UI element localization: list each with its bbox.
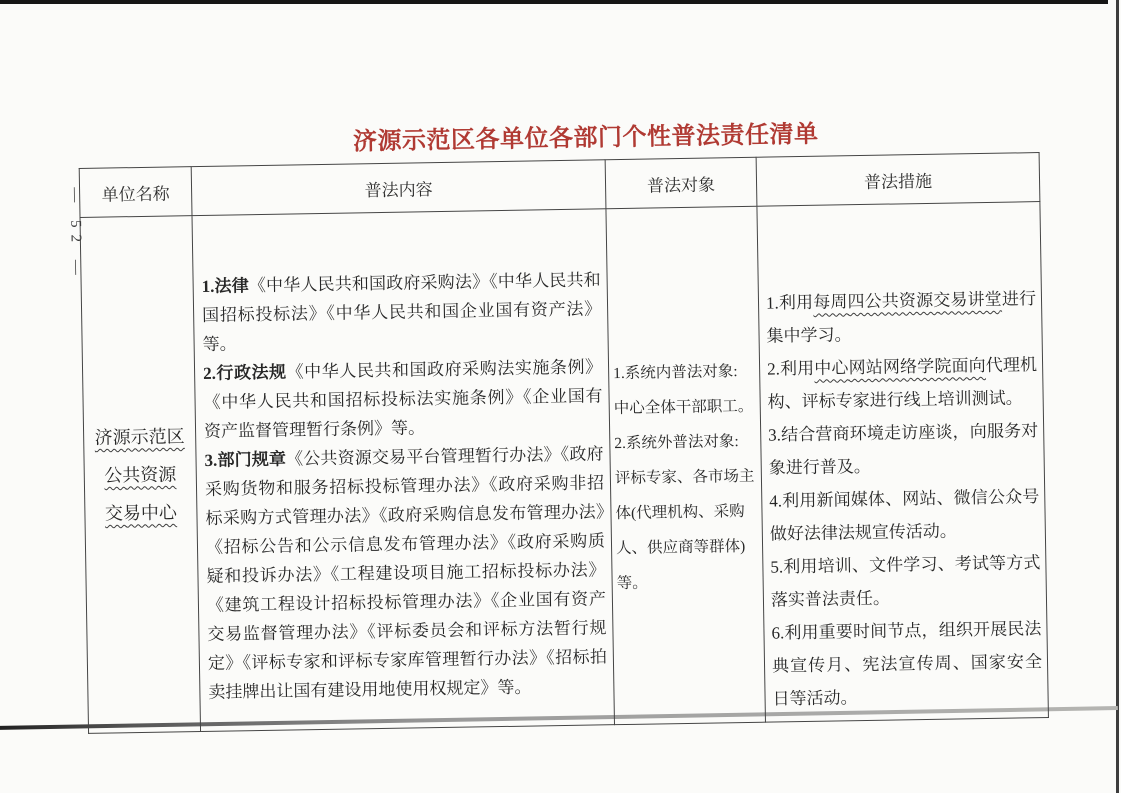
measure-underlined-text: 每周四公共资源交易讲堂 <box>813 289 1003 312</box>
scan-edge-top <box>0 0 1108 4</box>
column-header-pufa-measures: 普法措施 <box>756 153 1040 207</box>
measure-item <box>769 480 1040 550</box>
unit-name-line: 公共资源 <box>104 463 177 486</box>
content-item-text: 《中华人民共和国政府采购法》《中华人民共和国招标投标法》《中华人民共和国企业国有资产法》等。 <box>202 270 602 354</box>
scan-edge-right <box>1116 0 1119 793</box>
measure-item <box>767 348 1038 418</box>
measure-text: 代理机构、评标专家进行线上培训测试。 <box>767 355 1038 412</box>
document <box>66 110 1048 734</box>
cell-pufa-content <box>192 209 614 732</box>
cell-unit-name <box>80 216 201 734</box>
cell-pufa-measures <box>757 202 1049 723</box>
audience-text: 1.系统内普法对象: 中心全体干部职工。 2.系统外普法对象: 评标专家、各市场主 体(代理机构、采购 人、供应商等群体) 等。 <box>613 363 755 593</box>
measure-text: 3.结合营商环境走访座谈，向服务对象进行普及。 <box>768 421 1039 478</box>
column-header-pufa-content: 普法内容 <box>191 160 606 216</box>
measure-item <box>766 282 1037 352</box>
measure-text: 1.利用 <box>765 292 814 313</box>
content-item-department-rules <box>204 439 607 707</box>
pufa-responsibility-table <box>79 152 1049 734</box>
content-item-label: 1.法律 <box>201 276 250 296</box>
content-item-label: 3.部门规章 <box>204 449 287 470</box>
measure-item <box>770 546 1041 616</box>
unit-name-line: 济源示范区 <box>94 425 185 448</box>
measure-text: 进行集中学习。 <box>766 289 1037 346</box>
measure-text: 2.利用 <box>766 358 815 379</box>
cell-pufa-audience <box>606 206 766 724</box>
measure-text: 4.利用新闻媒体、网站、微信公众号做好法律法规宣传活动。 <box>769 487 1040 544</box>
measure-text: 5.利用培训、文件学习、考试等方式落实普法责任。 <box>770 553 1041 610</box>
content-item-text: 《公共资源交易平台管理暂行办法》《政府采购货物和服务招标投标管理办法》《政府采购非招标采购方式管理办法》《政府采购信息发布管理办法》《招标公告和公示信息发布管理办法》《政府采购质疑和投诉办法》《工程建设项目施工招标投标办法》《建筑工程设计招标投标管理办法》《企业国有资产交易监督管理办法》《评标委员会和评标方法暂行规定》《评标专家和评标专家库管理暂行办法》《招标拍卖挂牌出让国有建设用地使用权规定》等。 <box>204 444 608 702</box>
content-item-regulations <box>203 352 603 446</box>
table-row <box>80 202 1048 734</box>
measure-item <box>771 612 1043 715</box>
measure-item <box>768 414 1039 484</box>
content-item-laws <box>201 265 601 359</box>
column-header-unit-name: 单位名称 <box>79 167 192 218</box>
measure-text: 6.利用重要时间节点，组织开展民法典宣传月、宪法宣传周、国家安全日等活动。 <box>771 619 1043 709</box>
document-title: 济源示范区各单位各部门个性普法责任清单 <box>352 121 819 156</box>
unit-name-line: 交易中心 <box>104 501 178 524</box>
content-item-label: 2.行政法规 <box>202 362 287 383</box>
page-number: — 52 — <box>66 187 85 282</box>
column-header-pufa-audience: 普法对象 <box>605 157 757 208</box>
measure-underlined-text: 中心网站网络学院面向 <box>814 355 986 378</box>
content-item-text: 《中华人民共和国政府采购法实施条例》《中华人民共和国招标投标法实施条例》《企业国有资产监督管理暂行条例》等。 <box>203 357 603 441</box>
